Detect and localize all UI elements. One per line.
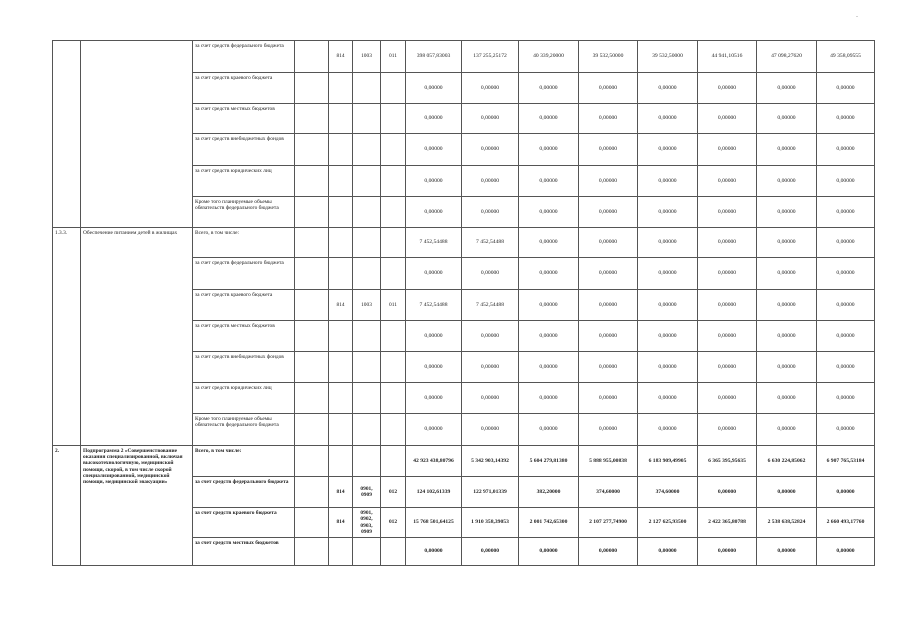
code-cell-a (329, 258, 353, 290)
amount-cell: 0,00000 (638, 197, 698, 228)
funding-source-cell: за счет средств местных бюджетов (193, 104, 295, 134)
amount-cell: 0,00000 (698, 352, 757, 383)
empty-cell (295, 414, 329, 446)
amount-cell: 0,00000 (817, 352, 875, 383)
measure-name-cell (81, 41, 193, 228)
amount-cell: 0,00000 (638, 228, 698, 258)
amount-cell: 0,00000 (406, 321, 462, 352)
amount-cell: 0,00000 (406, 134, 462, 166)
table-row (53, 41, 875, 73)
amount-cell: 7 452,54488 (406, 290, 462, 321)
code-cell-a (329, 446, 353, 477)
code-cell-c (381, 134, 406, 166)
amount-cell: 0,00000 (817, 477, 875, 508)
code-cell-b: 1003 (353, 41, 381, 73)
amount-cell: 0,00000 (817, 166, 875, 197)
amount-cell: 374,60000 (579, 477, 638, 508)
amount-cell: 44 941,10516 (698, 41, 757, 73)
row-number-cell: 2. (53, 446, 81, 566)
amount-cell: 0,00000 (579, 383, 638, 414)
amount-cell: 0,00000 (519, 197, 579, 228)
amount-cell: 2 660 493,17760 (817, 508, 875, 538)
amount-cell: 7 452,54488 (406, 228, 462, 258)
amount-cell: 0,00000 (406, 104, 462, 134)
amount-cell: 0,00000 (698, 258, 757, 290)
amount-cell: 0,00000 (698, 321, 757, 352)
amount-cell: 122 971,01339 (462, 477, 519, 508)
code-cell-b (353, 258, 381, 290)
code-cell-b (353, 134, 381, 166)
table-body (53, 41, 875, 566)
amount-cell: 0,00000 (698, 383, 757, 414)
amount-cell: 0,00000 (638, 290, 698, 321)
code-cell-b (353, 73, 381, 104)
amount-cell: 0,00000 (757, 228, 817, 258)
code-cell-c (381, 352, 406, 383)
amount-cell: 0,00000 (462, 414, 519, 446)
amount-cell: 0,00000 (757, 538, 817, 566)
empty-cell (295, 538, 329, 566)
funding-source-cell: за счет средств федерального бюджета (193, 477, 295, 508)
code-cell-c (381, 197, 406, 228)
code-cell-a (329, 197, 353, 228)
amount-cell: 39 532,50000 (579, 41, 638, 73)
amount-cell: 0,00000 (579, 73, 638, 104)
amount-cell: 0,00000 (519, 73, 579, 104)
amount-cell: 0,00000 (519, 290, 579, 321)
amount-cell: 2 538 638,52824 (757, 508, 817, 538)
amount-cell: 5 604 279,81380 (519, 446, 579, 477)
funding-source-cell: за счет средств краевого бюджета (193, 290, 295, 321)
amount-cell: 2 127 625,93500 (638, 508, 698, 538)
code-cell-c (381, 538, 406, 566)
code-cell-b (353, 383, 381, 414)
code-cell-b (353, 321, 381, 352)
amount-cell: 0,00000 (638, 321, 698, 352)
amount-cell: 0,00000 (638, 538, 698, 566)
code-cell-c (381, 166, 406, 197)
row-number-cell (53, 41, 81, 228)
amount-cell: 0,00000 (817, 321, 875, 352)
funding-source-cell: за счет средств юридических лиц (193, 383, 295, 414)
funding-source-cell: за счет средств федерального бюджета (193, 41, 295, 73)
code-cell-c: 011 (381, 41, 406, 73)
funding-source-cell: за счет средств внебюджетных фондов (193, 134, 295, 166)
code-cell-a (329, 352, 353, 383)
empty-cell (295, 290, 329, 321)
amount-cell: 0,00000 (698, 228, 757, 258)
funding-source-cell: Кроме того планируемые объемы обязательств федерального бюджета (193, 197, 295, 228)
empty-cell (295, 477, 329, 508)
amount-cell: 7 452,54488 (462, 228, 519, 258)
amount-cell: 49 358,09555 (817, 41, 875, 73)
amount-cell: 0,00000 (462, 134, 519, 166)
amount-cell: 5 342 903,14392 (462, 446, 519, 477)
amount-cell: 0,00000 (698, 290, 757, 321)
code-cell-a (329, 104, 353, 134)
amount-cell: 0,00000 (519, 166, 579, 197)
amount-cell: 2 422 365,80788 (698, 508, 757, 538)
code-cell-b (353, 538, 381, 566)
amount-cell: 0,00000 (757, 290, 817, 321)
amount-cell: 0,00000 (817, 228, 875, 258)
amount-cell: 0,00000 (817, 134, 875, 166)
empty-cell (295, 41, 329, 73)
amount-cell: 0,00000 (638, 383, 698, 414)
amount-cell: 0,00000 (579, 166, 638, 197)
amount-cell: 0,00000 (757, 477, 817, 508)
empty-cell (295, 258, 329, 290)
amount-cell: 0,00000 (462, 166, 519, 197)
code-cell-c (381, 104, 406, 134)
amount-cell: 0,00000 (406, 258, 462, 290)
code-cell-b (353, 166, 381, 197)
code-cell-b (353, 197, 381, 228)
amount-cell: 0,00000 (519, 104, 579, 134)
amount-cell: 0,00000 (406, 166, 462, 197)
code-cell-a: 814 (329, 477, 353, 508)
amount-cell: 0,00000 (462, 197, 519, 228)
amount-cell: 0,00000 (406, 73, 462, 104)
amount-cell: 0,00000 (698, 104, 757, 134)
amount-cell: 0,00000 (638, 258, 698, 290)
amount-cell: 124 102,61339 (406, 477, 462, 508)
table-row (53, 228, 875, 258)
code-cell-a: 814 (329, 41, 353, 73)
amount-cell: 0,00000 (757, 166, 817, 197)
funding-source-cell: за счет средств федерального бюджета (193, 258, 295, 290)
amount-cell: 0,00000 (817, 383, 875, 414)
amount-cell: 0,00000 (817, 290, 875, 321)
code-cell-c (381, 321, 406, 352)
code-cell-a (329, 538, 353, 566)
amount-cell: 0,00000 (406, 352, 462, 383)
amount-cell: 40 339,20000 (519, 41, 579, 73)
empty-cell (295, 508, 329, 538)
empty-cell (295, 166, 329, 197)
code-cell-b (353, 352, 381, 383)
amount-cell: 0,00000 (579, 134, 638, 166)
funding-source-cell: за счет средств краевого бюджета (193, 508, 295, 538)
empty-cell (295, 73, 329, 104)
amount-cell: 0,00000 (519, 258, 579, 290)
amount-cell: 374,60000 (638, 477, 698, 508)
amount-cell: 0,00000 (579, 228, 638, 258)
funding-source-cell: за счет средств юридических лиц (193, 166, 295, 197)
code-cell-a (329, 73, 353, 104)
amount-cell: 0,00000 (698, 538, 757, 566)
code-cell-c: 011 (381, 290, 406, 321)
empty-cell (295, 352, 329, 383)
amount-cell: 0,00000 (817, 73, 875, 104)
amount-cell: 0,00000 (462, 104, 519, 134)
amount-cell: 0,00000 (698, 134, 757, 166)
amount-cell: 0,00000 (817, 414, 875, 446)
amount-cell: 0,00000 (757, 104, 817, 134)
code-cell-c: 012 (381, 508, 406, 538)
amount-cell: 0,00000 (519, 538, 579, 566)
amount-cell: 0,00000 (698, 197, 757, 228)
corner-mark: - (856, 14, 858, 20)
amount-cell: 0,00000 (638, 73, 698, 104)
code-cell-b: 0901, 0909 (353, 477, 381, 508)
code-cell-a (329, 414, 353, 446)
amount-cell: 0,00000 (579, 290, 638, 321)
amount-cell: 15 768 501,64125 (406, 508, 462, 538)
amount-cell: 42 923 438,80796 (406, 446, 462, 477)
amount-cell: 0,00000 (757, 258, 817, 290)
budget-table (52, 40, 875, 566)
amount-cell: 0,00000 (757, 383, 817, 414)
amount-cell: 2 001 742,65300 (519, 508, 579, 538)
code-cell-a (329, 134, 353, 166)
code-cell-a: 814 (329, 508, 353, 538)
row-number-cell: 1.3.3. (53, 228, 81, 446)
code-cell-b (353, 104, 381, 134)
amount-cell: 7 452,54488 (462, 290, 519, 321)
amount-cell: 2 107 277,74900 (579, 508, 638, 538)
amount-cell: 0,00000 (406, 383, 462, 414)
amount-cell: 0,00000 (698, 73, 757, 104)
amount-cell: 0,00000 (817, 258, 875, 290)
amount-cell: 398 057,83003 (406, 41, 462, 73)
code-cell-b (353, 446, 381, 477)
table-row (53, 446, 875, 477)
code-cell-a: 814 (329, 290, 353, 321)
amount-cell: 0,00000 (519, 383, 579, 414)
funding-source-cell: Всего, в том числе: (193, 228, 295, 258)
amount-cell: 0,00000 (579, 104, 638, 134)
code-cell-b: 1003 (353, 290, 381, 321)
code-cell-c (381, 258, 406, 290)
funding-source-cell: за счет средств местных бюджетов (193, 321, 295, 352)
code-cell-a (329, 228, 353, 258)
amount-cell: 0,00000 (698, 477, 757, 508)
amount-cell: 0,00000 (757, 197, 817, 228)
empty-cell (295, 104, 329, 134)
code-cell-b (353, 414, 381, 446)
funding-source-cell: Кроме того планируемые объемы обязательств федерального бюджета (193, 414, 295, 446)
amount-cell: 6 907 765,53184 (817, 446, 875, 477)
amount-cell: 0,00000 (406, 414, 462, 446)
amount-cell: 0,00000 (579, 258, 638, 290)
amount-cell: 0,00000 (698, 414, 757, 446)
amount-cell: 0,00000 (757, 73, 817, 104)
amount-cell: 0,00000 (462, 73, 519, 104)
amount-cell: 0,00000 (519, 134, 579, 166)
amount-cell: 0,00000 (579, 321, 638, 352)
empty-cell (295, 321, 329, 352)
amount-cell: 0,00000 (698, 166, 757, 197)
empty-cell (295, 134, 329, 166)
amount-cell: 0,00000 (579, 414, 638, 446)
amount-cell: 1 910 358,39053 (462, 508, 519, 538)
code-cell-a (329, 166, 353, 197)
measure-name-cell: Обеспечение питанием детей в жилищах (81, 228, 193, 446)
amount-cell: 137 255,25172 (462, 41, 519, 73)
measure-name-cell: Подпрограмма 2 «Совершенствование оказания специализированной, включая высокотехнологичную, медицинской помощи, скорой, в том числе скорой специализированной, медицинской помощи, медицинской эвакуации» (81, 446, 193, 566)
code-cell-c (381, 414, 406, 446)
amount-cell: 0,00000 (462, 258, 519, 290)
amount-cell: 0,00000 (519, 321, 579, 352)
amount-cell: 0,00000 (638, 134, 698, 166)
amount-cell: 0,00000 (579, 538, 638, 566)
amount-cell: 6 183 909,49905 (638, 446, 698, 477)
amount-cell: 6 365 395,95635 (698, 446, 757, 477)
amount-cell: 0,00000 (462, 383, 519, 414)
amount-cell: 382,20000 (519, 477, 579, 508)
amount-cell: 0,00000 (817, 538, 875, 566)
amount-cell: 0,00000 (817, 197, 875, 228)
amount-cell: 6 630 224,85062 (757, 446, 817, 477)
empty-cell (295, 383, 329, 414)
amount-cell: 47 098,27620 (757, 41, 817, 73)
code-cell-c (381, 73, 406, 104)
code-cell-b: 0901, 0902, 0903, 0909 (353, 508, 381, 538)
code-cell-a (329, 321, 353, 352)
funding-source-cell: Всего, в том числе: (193, 446, 295, 477)
amount-cell: 0,00000 (757, 134, 817, 166)
amount-cell: 0,00000 (638, 352, 698, 383)
amount-cell: 5 888 955,00838 (579, 446, 638, 477)
amount-cell: 0,00000 (638, 414, 698, 446)
amount-cell: 0,00000 (817, 104, 875, 134)
amount-cell: 0,00000 (638, 166, 698, 197)
amount-cell: 0,00000 (519, 352, 579, 383)
amount-cell: 0,00000 (519, 414, 579, 446)
funding-source-cell: за счет средств внебюджетных фондов (193, 352, 295, 383)
code-cell-c (381, 383, 406, 414)
funding-source-cell: за счет средств местных бюджетов (193, 538, 295, 566)
empty-cell (295, 228, 329, 258)
amount-cell: 0,00000 (462, 538, 519, 566)
code-cell-c (381, 228, 406, 258)
amount-cell: 0,00000 (462, 352, 519, 383)
code-cell-b (353, 228, 381, 258)
amount-cell: 0,00000 (462, 321, 519, 352)
amount-cell: 0,00000 (757, 414, 817, 446)
code-cell-c: 012 (381, 477, 406, 508)
code-cell-c (381, 446, 406, 477)
amount-cell: 0,00000 (579, 352, 638, 383)
empty-cell (295, 197, 329, 228)
amount-cell: 0,00000 (757, 321, 817, 352)
amount-cell: 0,00000 (406, 538, 462, 566)
amount-cell: 0,00000 (757, 352, 817, 383)
amount-cell: 0,00000 (638, 104, 698, 134)
empty-cell (295, 446, 329, 477)
funding-source-cell: за счет средств краевого бюджета (193, 73, 295, 104)
code-cell-a (329, 383, 353, 414)
amount-cell: 0,00000 (406, 197, 462, 228)
amount-cell: 0,00000 (579, 197, 638, 228)
amount-cell: 0,00000 (519, 228, 579, 258)
amount-cell: 39 532,50000 (638, 41, 698, 73)
